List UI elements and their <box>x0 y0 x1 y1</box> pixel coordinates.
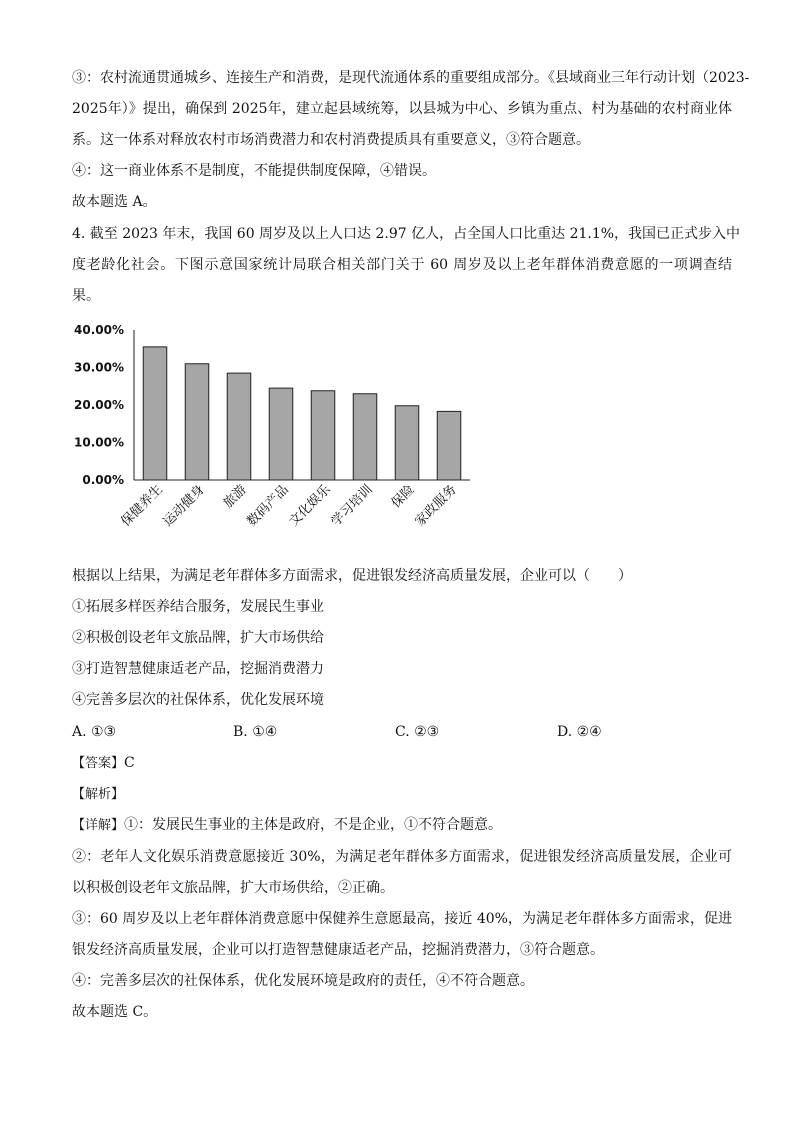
statement-item: ②积极创设老年文旅品牌，扩大市场供给 <box>72 630 324 646</box>
statement-item: ①拓展多样医养结合服务，发展民生事业 <box>72 599 324 615</box>
y-tick-label: 30.00% <box>74 360 124 375</box>
x-tick-label: 旅游 <box>220 482 250 512</box>
y-tick-label: 0.00% <box>82 473 124 487</box>
bar-chart <box>72 314 492 564</box>
bar <box>437 411 461 480</box>
paragraph-line: 故本题选 A。 <box>72 194 157 210</box>
bar <box>143 347 167 480</box>
answer-value: C <box>124 755 135 771</box>
paragraph-line: ④：这一商业体系不是制度，不能提供制度保障，④错误。 <box>72 163 436 179</box>
option-c: C. ②③ <box>395 724 440 740</box>
bar <box>185 364 209 480</box>
x-tick-label: 文化娱乐 <box>286 482 334 530</box>
x-tick-label: 家政服务 <box>412 482 460 530</box>
explanation-line: 银发经济高质量发展，企业可以打造智慧健康适老产品，挖掘消费潜力，③符合题意。 <box>72 942 604 958</box>
explanation-text: ①：发展民生事业的主体是政府，不是企业，①不符合题意。 <box>124 817 503 833</box>
explanation-line: 以积极创设老年文旅品牌，扩大市场供给，②正确。 <box>72 880 394 896</box>
explanation-line: ②：老年人文化娱乐消费意愿接近 30%，为满足老年群体多方面需求，促进银发经济高质量发展，企业可 <box>72 849 732 865</box>
option-b: B. ①④ <box>233 724 278 740</box>
answer-line <box>72 753 732 774</box>
y-tick-label: 10.00% <box>74 435 124 450</box>
bar <box>353 394 377 480</box>
question-stem-line: 4. 截至 2023 年末，我国 60 周岁及以上人口达 2.97 亿人，占全国人口比重达 21.1%，我国已正式步入中 <box>72 226 741 242</box>
bar <box>269 388 293 480</box>
option-d: D. ②④ <box>557 724 602 740</box>
explanation-line <box>72 815 732 836</box>
x-tick-label: 保健养生 <box>118 482 166 530</box>
x-tick-label: 数码产品 <box>244 482 292 530</box>
analysis-tag: 【解析】 <box>72 787 125 802</box>
statement-item: ④完善多层次的社保体系，优化发展环境 <box>72 692 324 708</box>
x-tick-label: 学习培训 <box>328 482 376 530</box>
explanation-line: 故本题选 C。 <box>72 1004 158 1020</box>
option-a: A. ①③ <box>72 724 117 740</box>
detail-tag: 【详解】 <box>72 818 125 833</box>
question-stem-line: 果。 <box>72 288 100 304</box>
bar <box>395 406 419 480</box>
answer-tag: 【答案】 <box>72 756 125 771</box>
y-tick-label: 20.00% <box>74 398 124 412</box>
analysis-tag-line <box>72 784 732 805</box>
explanation-line: ③：60 周岁及以上老年群体消费意愿中保健养生意愿最高，接近 40%，为满足老年群体多方面需求，促进 <box>72 911 732 927</box>
bar <box>311 391 335 480</box>
paragraph-line: ③：农村流通贯通城乡、连接生产和消费，是现代流通体系的重要组成部分。《县域商业三年行动计划（2023- <box>72 70 750 86</box>
x-tick-label: 保险 <box>388 482 418 512</box>
y-tick-label: 40.00% <box>74 323 124 337</box>
paragraph-line: 系。这一体系对释放农村市场消费潜力和农村消费提质具有重要意义，③符合题意。 <box>72 132 590 148</box>
statement-item: ③打造智慧健康适老产品，挖掘消费潜力 <box>72 661 324 677</box>
x-tick-label: 运动健身 <box>160 482 208 530</box>
paragraph-line: 2025年）》提出，确保到 2025年，建立起县域统筹，以县城为中心、乡镇为重点、村为基础的农村商业体 <box>72 101 732 117</box>
explanation-line: ④：完善多层次的社保体系，优化发展环境是政府的责任，④不符合题意。 <box>72 973 534 989</box>
question-prompt: 根据以上结果，为满足老年群体多方面需求，促进银发经济高质量发展，企业可以（ ） <box>72 568 632 584</box>
question-stem-line: 度老龄化社会。下图示意国家统计局联合相关部门关于 60 周岁及以上老年群体消费意愿的一项调查结 <box>72 257 732 273</box>
bar <box>227 373 251 480</box>
